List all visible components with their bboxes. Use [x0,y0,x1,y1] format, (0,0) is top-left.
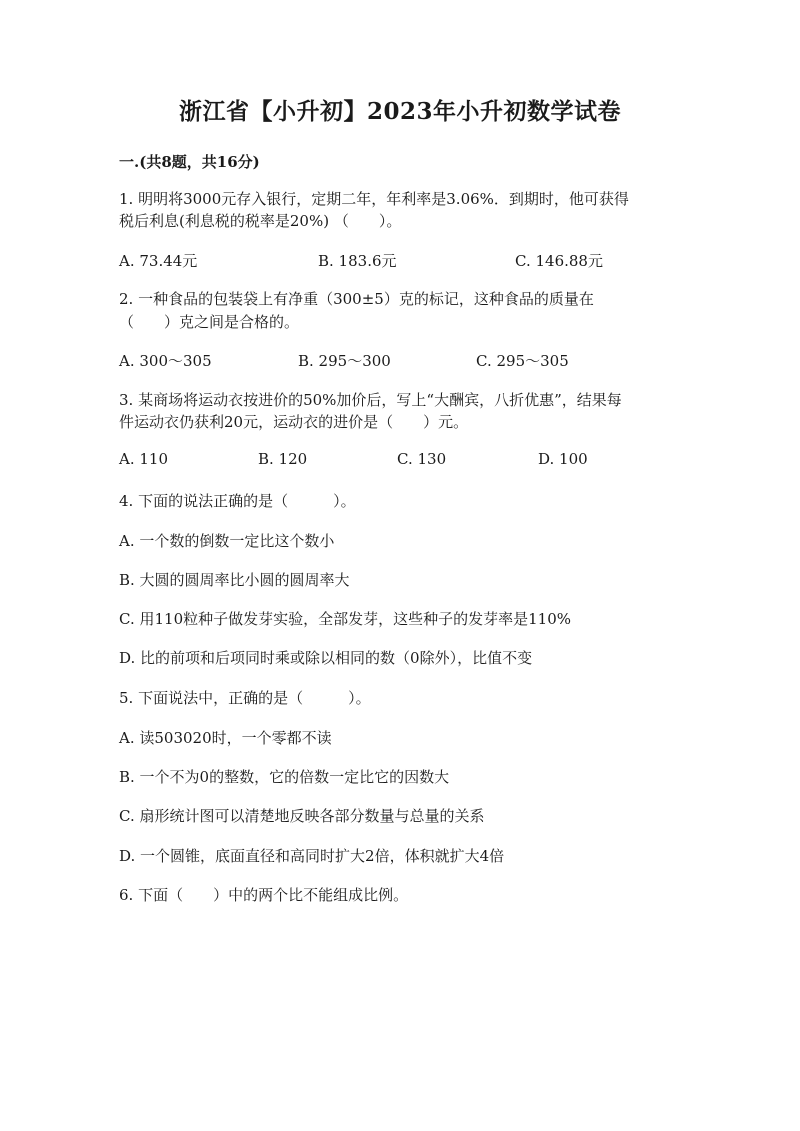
exam-title: 浙江省【小升初】2023年小升初数学试卷 [178,98,621,125]
question-2-option-b: B. 295～300 [298,352,391,370]
question-4-option-b: B. 大圆的圆周率比小圆的圆周率大 [119,571,350,589]
question-2-text-line-1: 2. 一种食品的包装袋上有净重（300±5）克的标记，这种食品的质量在 [119,290,594,308]
question-5-text: 5. 下面说法中，正确的是（ ）。 [119,689,371,707]
question-1-text-line-2: 税后利息(利息税的税率是20%) （ ）。 [119,212,402,230]
question-3-option-c: C. 130 [397,450,447,468]
question-5-option-c: C. 扇形统计图可以清楚地反映各部分数量与总量的关系 [119,807,485,825]
question-2-text-line-2: （ ）克之间是合格的。 [119,313,300,331]
question-3-text-line-1: 3. 某商场将运动衣按进价的50%加价后，写上“大酬宾，八折优惠”，结果每 [119,391,622,409]
section-heading: 一.(共8题，共16分) [119,153,260,171]
question-1-text-line-1: 1. 明明将3000元存入银行，定期二年，年利率是3.06%．到期时，他可获得 [119,190,629,208]
question-5-option-d: D. 一个圆锥，底面直径和高同时扩大2倍，体积就扩大4倍 [119,847,505,865]
question-1-option-b: B. 183.6元 [318,252,397,270]
question-5-option-b: B. 一个不为0的整数，它的倍数一定比它的因数大 [119,768,450,786]
question-6-text: 6. 下面（ ）中的两个比不能组成比例。 [119,886,409,904]
question-4-text: 4. 下面的说法正确的是（ ）。 [119,492,356,510]
question-4-option-d: D. 比的前项和后项同时乘或除以相同的数（0除外），比值不变 [119,649,533,667]
question-4-option-c: C. 用110粒种子做发芽实验，全部发芽，这些种子的发芽率是110% [119,610,571,628]
question-3-option-d: D. 100 [538,450,588,468]
question-2-option-c: C. 295～305 [476,352,569,370]
question-3-option-a: A. 110 [119,450,168,468]
question-3-text-line-2: 件运动衣仍获利20元，运动衣的进价是（ ）元。 [119,413,469,431]
question-5-option-a: A. 读503020时，一个零都不读 [119,729,332,747]
question-1-option-a: A. 73.44元 [119,252,198,270]
question-1-option-c: C. 146.88元 [515,252,603,270]
question-2-option-a: A. 300～305 [119,352,212,370]
question-4-option-a: A. 一个数的倒数一定比这个数小 [119,532,335,550]
question-3-option-b: B. 120 [258,450,308,468]
